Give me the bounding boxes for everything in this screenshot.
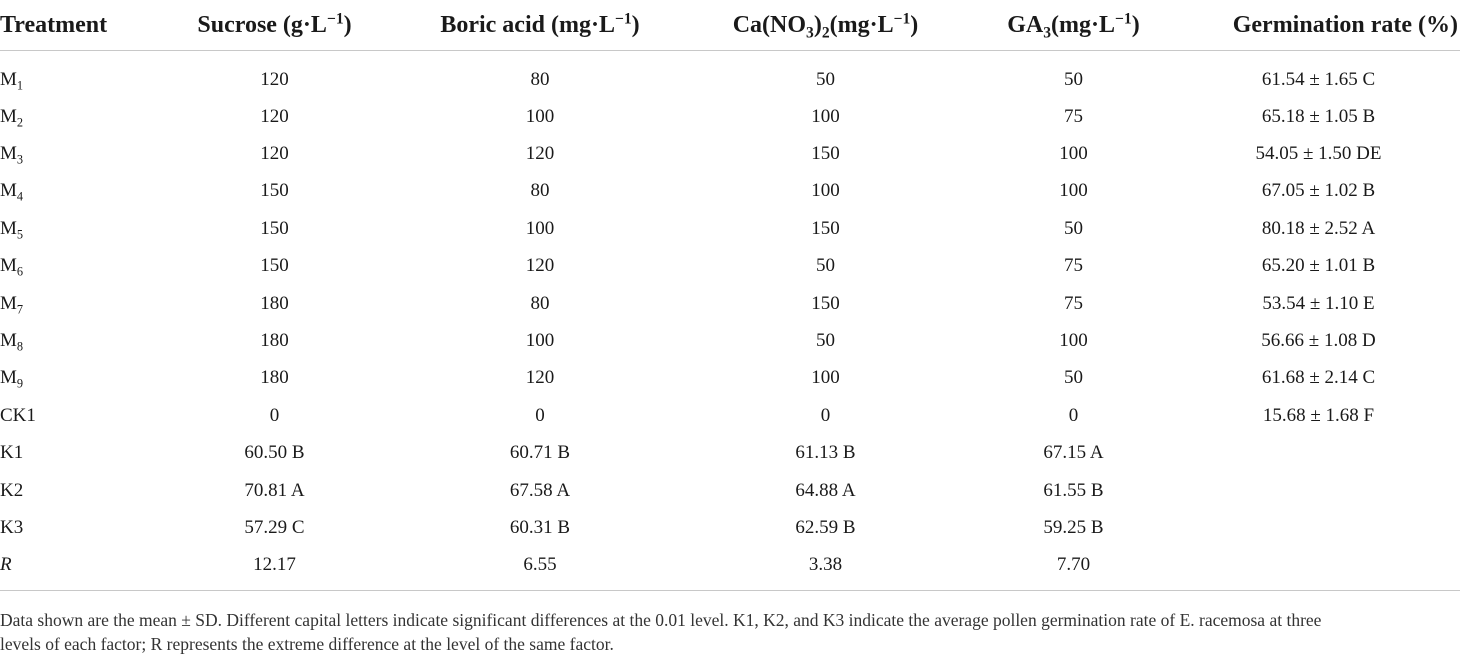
sucrose-cell: 120	[260, 105, 289, 127]
calcium-nitrate-cell: 150	[811, 143, 840, 165]
row-label: K1	[0, 442, 24, 464]
sucrose-cell: 150	[260, 217, 289, 239]
header-germination-rate: Germination rate (%)	[1177, 0, 1460, 51]
row-label: R	[0, 547, 150, 591]
germination-rate-cell: 80.18 ± 2.52 A	[1261, 217, 1376, 239]
boric-acid-cell: 60.71 B	[509, 442, 571, 464]
row-label: $M_5$	[0, 217, 24, 242]
germination-rate-cell	[1177, 472, 1460, 509]
table-row	[0, 472, 1460, 509]
sucrose-cell: 120	[260, 68, 289, 90]
ga3-cell: 75	[1064, 292, 1083, 314]
row-label: $M_1$	[0, 68, 24, 92]
boric-acid-cell: 60.31 B	[509, 516, 571, 538]
row-label: $M_8$	[0, 330, 24, 354]
boric-acid-cell: 67.58 A	[509, 479, 571, 501]
ga3-cell: 59.25 B	[1043, 516, 1104, 538]
sucrose-cell: 150	[260, 180, 289, 202]
row-label: $M_3$	[0, 143, 24, 167]
germination-rate-cell: 65.20 ± 1.01 B	[1261, 255, 1376, 277]
footnote-line-2: levels of each factor; R represents the extreme difference at the level of the same factor.	[0, 634, 614, 654]
table-row	[0, 509, 1460, 546]
footnote-line-1: Data shown are the mean ± SD. Different capital letters indicate significant differences at the 0.01 level. K1, K2, and K3 indicate the average pollen germination rate of E. racemosa at three	[0, 610, 1322, 630]
table-row	[0, 360, 1460, 397]
germination-rate-cell	[1177, 509, 1460, 546]
ga3-cell: 7.70	[970, 547, 1177, 591]
table-row	[0, 98, 1460, 135]
boric-acid-cell: 80	[530, 68, 550, 90]
sucrose-cell: 180	[260, 367, 289, 389]
germination-rate-cell: 65.18 ± 1.05 B	[1261, 105, 1376, 127]
row-label: $M_9$	[0, 367, 24, 391]
header-boric-acid: Boric acid $(mg\cdot L^{-1})$	[399, 0, 681, 51]
sucrose-cell: 180	[260, 330, 289, 352]
table-row	[0, 435, 1460, 472]
calcium-nitrate-cell: 150	[811, 292, 840, 314]
boric-acid-cell: 6.55	[399, 547, 681, 591]
germination-rate-cell: 61.54 ± 1.65 C	[1261, 68, 1376, 90]
table-row	[0, 285, 1460, 322]
sucrose-cell: 70.81 A	[244, 479, 305, 501]
row-label: $M_2$	[0, 105, 24, 129]
boric-acid-cell: 100	[525, 330, 555, 352]
ga3-cell: 100	[1059, 180, 1088, 202]
ga3-cell: 100	[1059, 143, 1088, 165]
table-body	[0, 51, 1460, 591]
row-label: $M_6$	[0, 255, 24, 279]
sucrose-cell: 60.50 B	[244, 442, 305, 464]
calcium-nitrate-cell: 150	[811, 217, 840, 239]
ga3-cell: 67.15 A	[1043, 442, 1104, 464]
calcium-nitrate-cell: 100	[811, 180, 840, 202]
boric-acid-cell: 80	[530, 180, 550, 202]
ga3-cell: 0	[1068, 404, 1079, 426]
sucrose-cell: 180	[260, 292, 289, 314]
table-row	[0, 248, 1460, 285]
sucrose-cell: 12.17	[150, 547, 399, 591]
sucrose-cell: 0	[269, 404, 280, 426]
calcium-nitrate-cell: 62.59 B	[795, 516, 856, 538]
germination-rate-cell	[1177, 547, 1460, 591]
boric-acid-cell: 100	[525, 217, 555, 239]
germination-rate-cell: 54.05 ± 1.50 DE	[1255, 143, 1382, 165]
header-sucrose: Sucrose $(g\cdot L^{-1})$	[150, 0, 399, 51]
table-row	[0, 322, 1460, 359]
germination-rate-cell: 53.54 ± 1.10 E	[1262, 292, 1375, 314]
row-label: $M_4$	[0, 180, 24, 204]
calcium-nitrate-cell: 64.88 A	[795, 479, 856, 501]
table-row	[0, 210, 1460, 247]
sucrose-cell: 120	[260, 143, 289, 165]
ga3-cell: 61.55 B	[1043, 479, 1104, 501]
sucrose-cell: 150	[260, 255, 289, 277]
row-label: K2	[0, 479, 24, 501]
calcium-nitrate-cell: 0	[820, 404, 831, 426]
ga3-cell: 75	[1064, 105, 1083, 127]
table-row	[0, 397, 1460, 434]
header-treatment: Treatment	[0, 0, 150, 51]
row-label: $M_7$	[0, 292, 24, 316]
calcium-nitrate-cell: 100	[811, 105, 840, 127]
ga3-cell: 100	[1059, 330, 1088, 352]
ga3-cell: 50	[1064, 217, 1083, 239]
table-row	[0, 547, 1460, 591]
germination-rate-cell: 61.68 ± 2.14 C	[1261, 367, 1376, 389]
header-calcium-nitrate: $Ca(NO_3)_2(mg\cdot L^{-1})$	[681, 0, 970, 51]
calcium-nitrate-cell: 50	[816, 330, 835, 352]
boric-acid-cell: 120	[525, 255, 555, 277]
row-label: K3	[0, 516, 24, 538]
calcium-nitrate-cell: 100	[811, 367, 840, 389]
ga3-cell: 75	[1064, 255, 1083, 277]
table-row	[0, 173, 1460, 210]
sucrose-cell: 57.29 C	[244, 516, 305, 538]
calcium-nitrate-cell: 50	[816, 255, 835, 277]
table-footnote	[0, 608, 1460, 656]
germination-rate-cell: 67.05 ± 1.02 B	[1261, 180, 1376, 202]
header-row	[0, 0, 1460, 51]
boric-acid-cell: 0	[535, 404, 545, 426]
boric-acid-cell: 100	[525, 105, 555, 127]
germination-rate-cell	[1177, 435, 1460, 472]
calcium-nitrate-cell: 61.13 B	[795, 442, 856, 464]
calcium-nitrate-cell: 3.38	[681, 547, 970, 591]
table-header	[0, 0, 1460, 51]
row-label: CK1	[0, 404, 36, 426]
table-row	[0, 51, 1460, 99]
boric-acid-cell: 120	[525, 143, 555, 165]
germination-rate-cell: 56.66 ± 1.08 D	[1261, 330, 1376, 352]
boric-acid-cell: 80	[530, 292, 550, 314]
boric-acid-cell: 120	[525, 367, 555, 389]
germination-rate-cell: 15.68 ± 1.68 F	[1262, 404, 1375, 426]
ga3-cell: 50	[1064, 68, 1083, 90]
calcium-nitrate-cell: 50	[816, 68, 835, 90]
ga3-cell: 50	[1064, 367, 1083, 389]
header-ga3: $GA_3(mg\cdot L^{-1})$	[970, 0, 1177, 51]
table-row	[0, 135, 1460, 172]
